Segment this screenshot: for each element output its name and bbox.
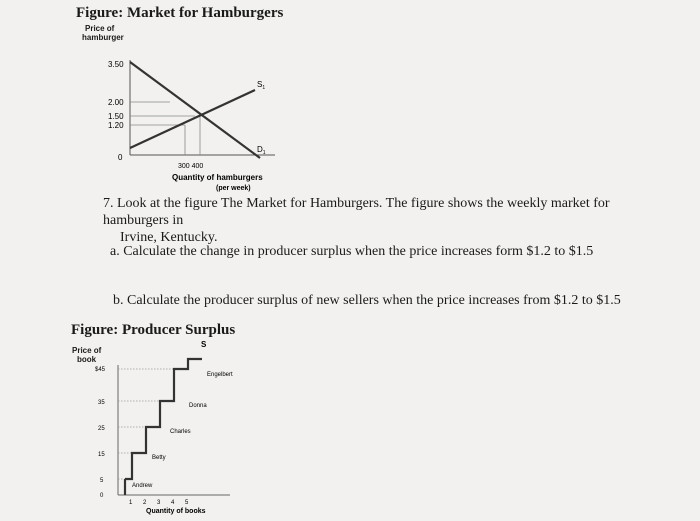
figure2-ytick-15: 15 [98, 452, 105, 458]
figure1-ytick-150: 1.50 [108, 112, 124, 121]
seller-label-donna: Donna [189, 403, 207, 409]
figure1-x-label: Quantity of hamburgers [172, 173, 263, 182]
figure1-ytick-120: 1.20 [108, 121, 124, 130]
figure1-supply-label: $S_1$ [257, 80, 266, 91]
figure2-xtick-4: 4 [171, 500, 175, 506]
figure2-xtick-1: 1 [129, 500, 133, 506]
figure2-y-label-line2: book [77, 355, 97, 364]
figure2-ytick-25: 25 [98, 426, 105, 432]
question7-stem-line1: 7. Look at the figure The Market for Hamburgers. The figure shows the weekly market for hamburgers in [103, 196, 610, 228]
figure2-ytick-45: $45 [95, 367, 106, 373]
question7-stem [103, 195, 673, 246]
figure1-ytick-350: 3.50 [108, 60, 124, 69]
figure2-chart [80, 335, 280, 521]
figure2-supply-label: S [201, 340, 207, 349]
figure1-demand-curve [130, 62, 260, 158]
seller-label-andrew: Andrew [132, 483, 153, 489]
seller-label-betty: Betty [152, 455, 166, 461]
figure1-chart [100, 50, 310, 195]
figure1-title: Figure: Market for Hamburgers [76, 5, 284, 21]
figure2-ytick-35: 35 [98, 400, 105, 406]
figure2-ytick-5: 5 [100, 478, 104, 484]
figure2-x-label: Quantity of books [146, 508, 206, 515]
figure2-y-label-line1: Price of [72, 346, 102, 355]
figure1-xticks: 300 400 [178, 163, 204, 170]
figure1-ytick-0: 0 [118, 153, 123, 162]
question7-stem-line2: Irvine, Kentucky. [120, 230, 218, 245]
seller-label-engelbert: Engelbert [207, 372, 233, 378]
figure2-ytick-0: 0 [100, 493, 104, 499]
figure2-xtick-3: 3 [157, 500, 161, 506]
question7-part-b: b. Calculate the producer surplus of new sellers when the price increases from $1.2 to $1.5 [113, 293, 621, 308]
figure2-xtick-2: 2 [143, 500, 147, 506]
figure1-x-label-sub: (per week) [216, 185, 251, 192]
seller-label-charles: Charles [170, 429, 191, 435]
figure2-xtick-5: 5 [185, 500, 189, 506]
figure1-y-label-line1: Price of [85, 24, 115, 33]
figure2-supply-staircase [125, 359, 202, 479]
figure1-demand-label: $D_1$ [257, 145, 266, 156]
figure1-y-label-line2: hamburger [82, 33, 124, 42]
question7-part-a: a. Calculate the change in producer surplus when the price increases form $1.2 to $1.5 [110, 244, 594, 259]
figure1-ytick-200: 2.00 [108, 98, 124, 107]
figure1-y-label [82, 24, 124, 42]
figure2-title: Figure: Producer Surplus [71, 322, 236, 338]
